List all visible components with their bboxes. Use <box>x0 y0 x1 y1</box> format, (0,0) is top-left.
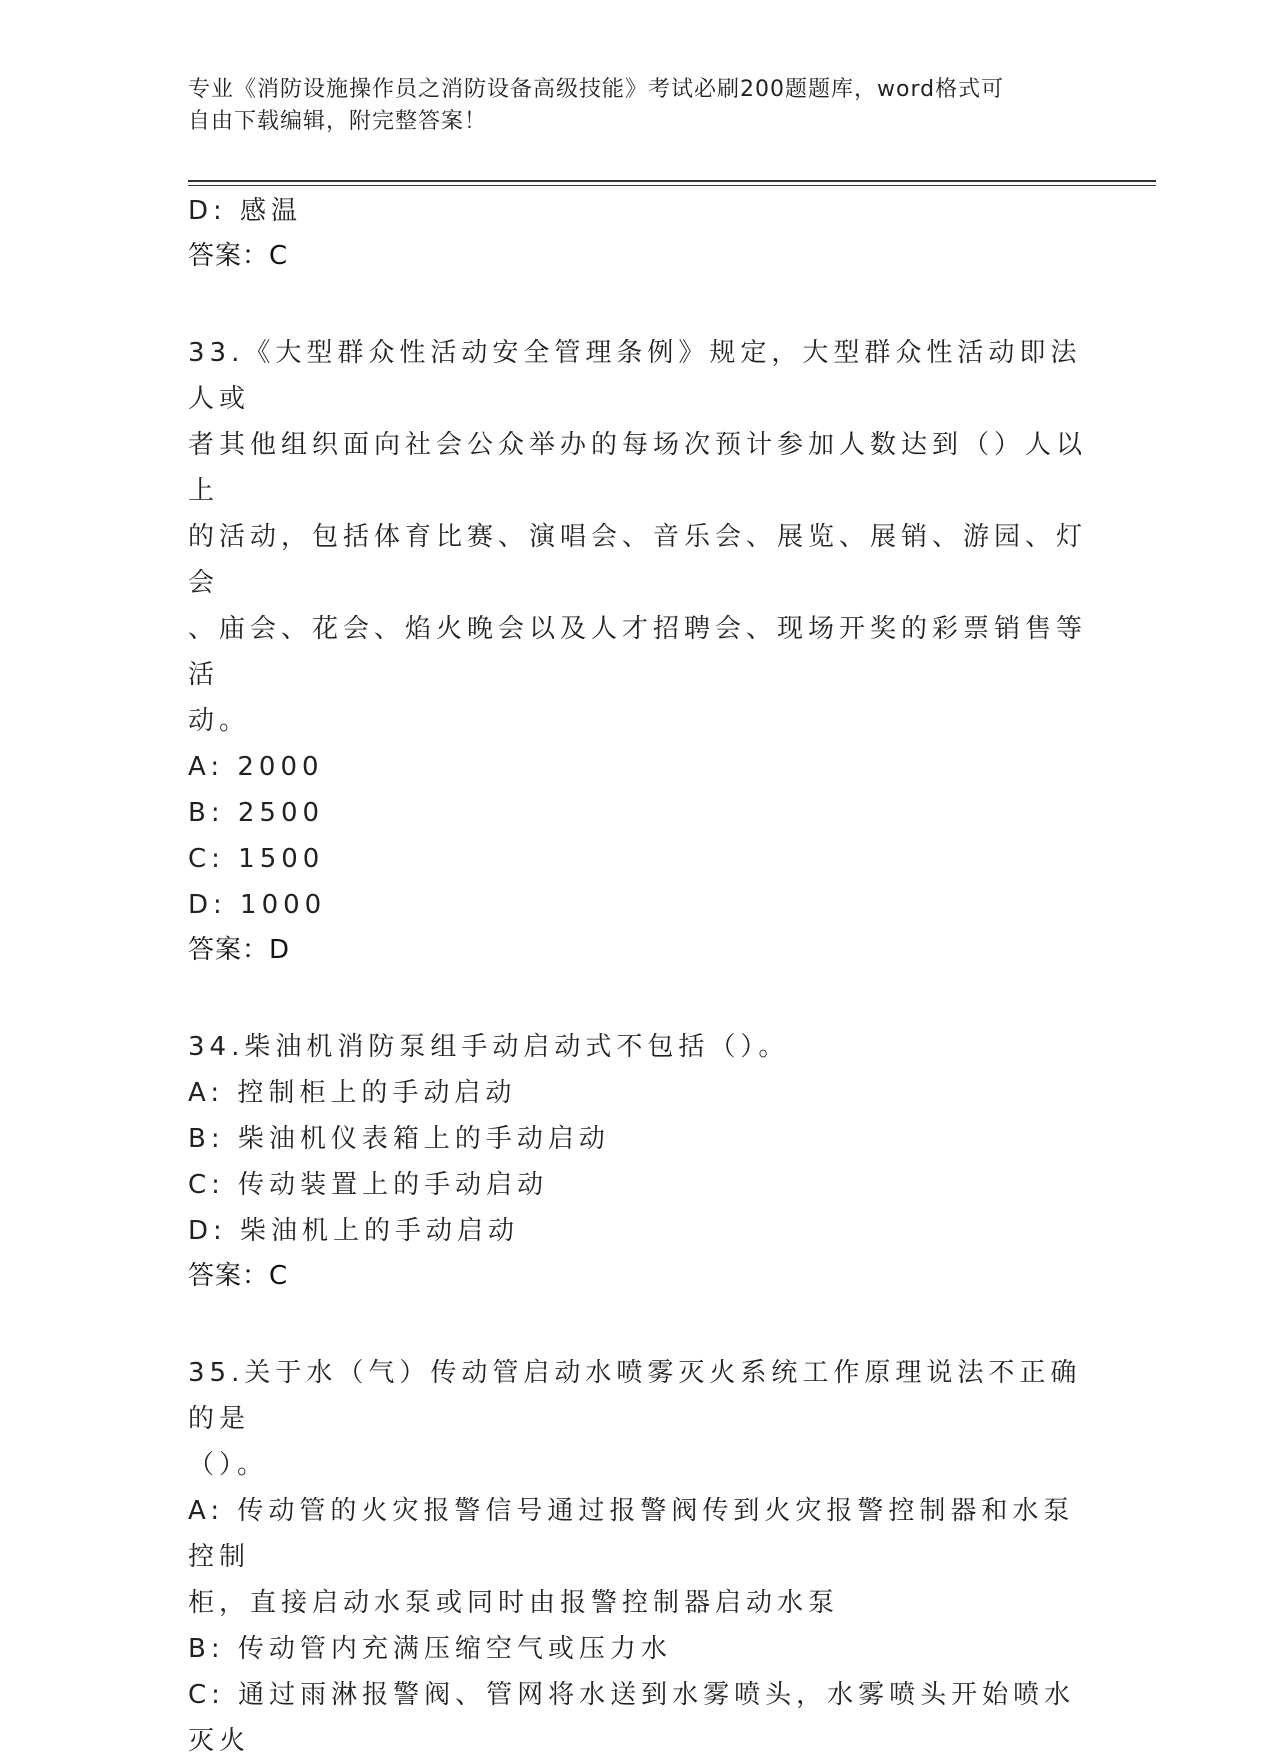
question-stem-line: 者其他组织面向社会公众举办的每场次预计参加人数达到（）人以上 <box>188 430 1088 506</box>
header-line-2: 自由下载编辑，附完整答案！ <box>188 109 488 134</box>
option-a: A: 2000 <box>188 752 324 782</box>
option-b: B: 柴油机仪表箱上的手动启动 <box>188 1124 610 1154</box>
option-a-continued: 柜，直接启动水泵或同时由报警控制器启动水泵 <box>188 1588 840 1618</box>
answer-line: 答案：C <box>188 1261 289 1291</box>
question-stem-line: 、庙会、花会、焰火晚会以及人才招聘会、现场开奖的彩票销售等活 <box>188 614 1088 690</box>
header-divider-thin <box>188 185 1156 186</box>
option-b: B: 传动管内充满压缩空气或压力水 <box>188 1634 672 1664</box>
document-header <box>188 74 1068 138</box>
option-c: C: 1500 <box>188 844 325 874</box>
question-35 <box>188 1350 1088 1764</box>
question-stem-line: 的活动，包括体育比赛、演唱会、音乐会、展览、展销、游园、灯会 <box>188 522 1088 598</box>
question-34 <box>188 1024 1088 1298</box>
option-c: C: 通过雨淋报警阀、管网将水送到水雾喷头，水雾喷头开始喷水灭火 <box>188 1680 1076 1756</box>
question-stem-line: 动。 <box>188 706 251 736</box>
answer-line: 答案：C <box>188 241 289 271</box>
header-line-1: 专业《消防设施操作员之消防设备高级技能》考试必刷200题题库，word格式可 <box>188 77 1005 102</box>
question-stem-line: 35.关于水（气）传动管启动水喷雾灭火系统工作原理说法不正确的是 <box>188 1358 1082 1434</box>
question-33 <box>188 330 1088 972</box>
option-b: B: 2500 <box>188 798 325 828</box>
option-c: C: 传动装置上的手动启动 <box>188 1170 549 1200</box>
question-stem-line: （）。 <box>188 1450 269 1480</box>
option-a: A: 控制柜上的手动启动 <box>188 1078 517 1108</box>
option-d: D: 感温 <box>188 196 303 226</box>
question-stem-line: 34.柴油机消防泵组手动启动式不包括（）。 <box>188 1032 790 1062</box>
header-divider-thick <box>188 180 1156 182</box>
answer-line: 答案：D <box>188 935 291 965</box>
document-body <box>188 188 1088 1764</box>
option-a: A: 传动管的火灾报警信号通过报警阀传到火灾报警控制器和水泵控制 <box>188 1496 1075 1572</box>
question-stem-line: 33.《大型群众性活动安全管理条例》规定，大型群众性活动即法人或 <box>188 338 1082 414</box>
option-d: D: 柴油机上的手动启动 <box>188 1216 520 1246</box>
option-d: D: 1000 <box>188 890 327 920</box>
question-32-tail <box>188 188 1088 278</box>
